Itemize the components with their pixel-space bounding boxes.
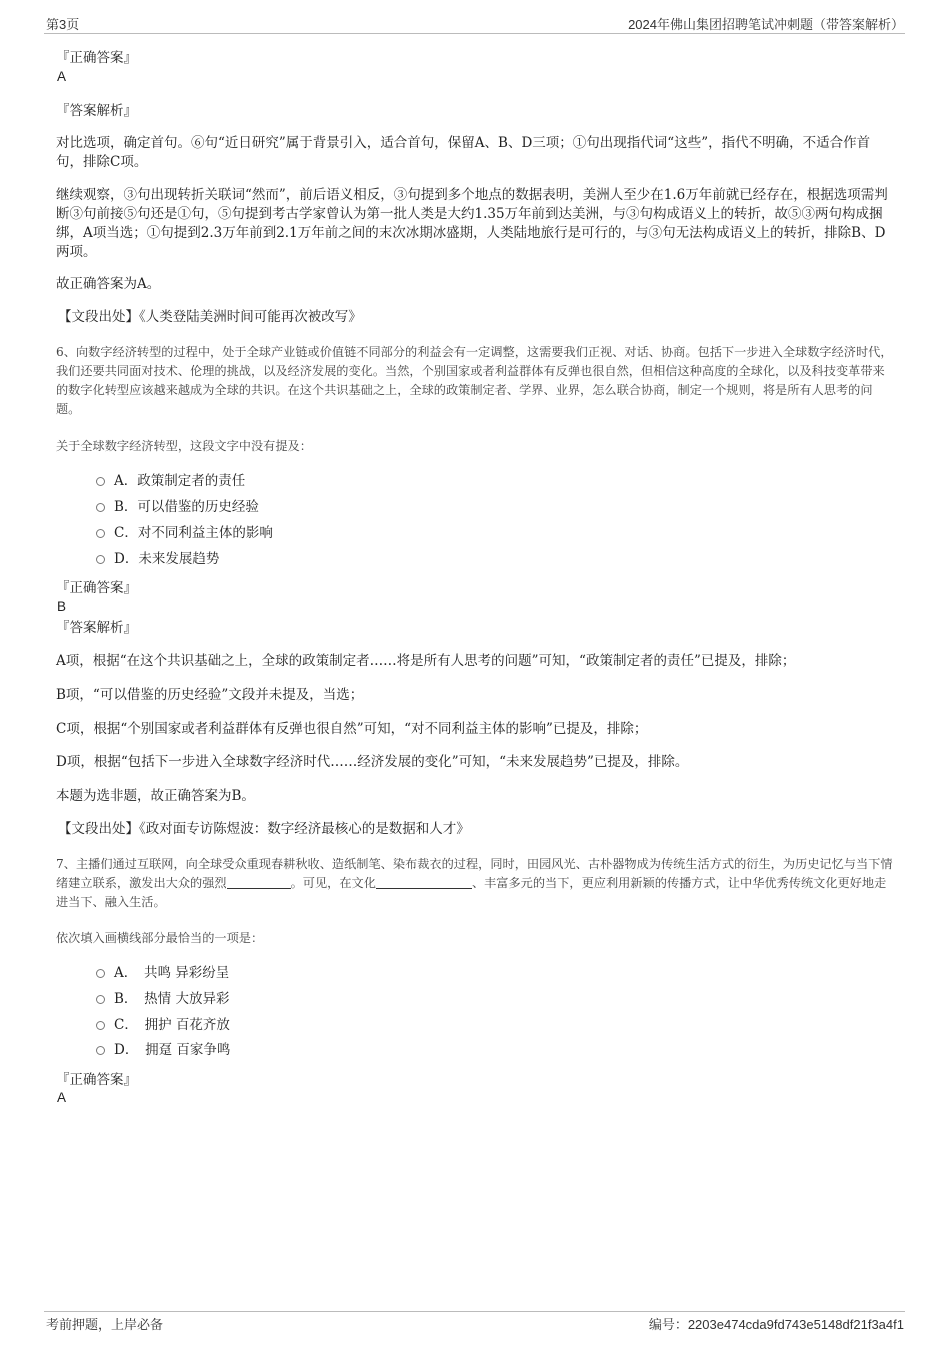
q6-option-d-label: D．未来发展趋势 xyxy=(114,551,220,567)
q5-correct-label: 『正确答案』 xyxy=(56,50,137,66)
q6-analysis-conclusion: 本题为选非题，故正确答案为B。 xyxy=(56,788,255,804)
q6-correct-label: 『正确答案』 xyxy=(56,580,137,596)
q7-option-c[interactable] xyxy=(96,1015,230,1035)
q7-option-d[interactable] xyxy=(96,1040,230,1060)
q7-option-b[interactable] xyxy=(96,989,229,1009)
q7-option-c-label: C． 拥护 百花齐放 xyxy=(114,1017,230,1033)
q6-analysis-c: C项，根据“个别国家或者利益群体有反弹也很自然”可知，“对不同利益主体的影响”已提及，排除； xyxy=(56,721,648,737)
q5-analysis-paragraph-2: 继续观察，③句出现转折关联词“然而”，前后语义相反，③句提到多个地点的数据表明，美洲人至少在1.6万年前就已经存在，根据选项需判断③句前接⑤句还是①句，⑤句提到考古学家曾认为第一批人类是大约1.35万年前到达美洲，与③句构成语义上的转折，故⑤③两句构成捆绑，A项当选；①句提到2.3万年前到2.1万年前之间的末次冰期冰盛期，人类陆地旅行是可行的，与③句无法构成语义上的转折，排除B、D两项。 xyxy=(56,187,888,260)
q6-stem: 6、向数字经济转型的过程中，处于全球产业链或价值链不同部分的利益会有一定调整，这需要我们正视、对话、协商。包括下一步进入全球数字经济时代，我们还要共同面对技术、伦理的挑战，以及经济发展的变化。当然，个别国家或者利益群体有反弹也很自然，但相信这种高度的全球化，以及科技变革带来的数字化转型应该越来越成为全球的共识。在这个共识基础之上，全球的政策制定者、学界、业界，怎么联合协商，制定一个规则，将是所有人思考的问题。 xyxy=(56,345,893,416)
footer-code-label: 编号： xyxy=(648,1317,688,1332)
q6-analysis-label: 『答案解析』 xyxy=(56,620,137,636)
footer-code-value: 2203e474cda9fd743e5148df21f3a4f1 xyxy=(687,1317,904,1332)
q5-source: 【文段出处】《人类登陆美洲时间可能再次被改写》 xyxy=(58,309,362,325)
q7-correct-label: 『正确答案』 xyxy=(56,1072,137,1088)
document-title: 2024年佛山集团招聘笔试冲刺题（带答案解析） xyxy=(628,17,904,32)
footer-code xyxy=(649,1314,904,1333)
q6-option-a-label: A．政策制定者的责任 xyxy=(114,473,246,489)
radio-icon[interactable] xyxy=(96,529,105,538)
radio-icon[interactable] xyxy=(96,477,105,486)
q7-option-a[interactable] xyxy=(96,963,229,983)
q6-question: 关于全球数字经济转型，这段文字中没有提及： xyxy=(56,439,312,453)
q7-correct-answer: A xyxy=(57,1090,67,1105)
q6-option-b-label: B．可以借鉴的历史经验 xyxy=(114,499,259,515)
q7-stem xyxy=(56,855,896,912)
radio-icon[interactable] xyxy=(96,995,105,1004)
q6-option-a[interactable] xyxy=(96,471,245,491)
q7-stem-part-2: 。可见，在文化 xyxy=(290,876,376,890)
radio-icon[interactable] xyxy=(96,1021,105,1030)
radio-icon[interactable] xyxy=(96,503,105,512)
q7-option-d-label: D． 拥趸 百家争鸣 xyxy=(114,1042,231,1058)
q6-option-c[interactable] xyxy=(96,523,273,543)
q5-analysis-paragraph-3: 故正确答案为A。 xyxy=(56,276,161,292)
q6-option-b[interactable] xyxy=(96,497,259,517)
q6-source: 【文段出处】《政对面专访陈煜波：数字经济最核心的是数据和人才》 xyxy=(58,821,470,837)
q6-option-d[interactable] xyxy=(96,549,219,569)
q7-blank-2 xyxy=(376,875,472,889)
q5-analysis-paragraph-1: 对比选项，确定首句。⑥句“近日研究”属于背景引入，适合首句，保留A、B、D三项；①句出现指代词“这些”，指代不明确，不适合作首句，排除C项。 xyxy=(56,135,871,170)
q6-correct-answer: B xyxy=(57,599,67,614)
q7-option-a-label: A． 共鸣 异彩纷呈 xyxy=(114,965,230,981)
footer-slogan: 考前押题，上岸必备 xyxy=(46,1317,164,1332)
q7-blank-1 xyxy=(227,875,291,889)
q7-question: 依次填入画横线部分最恰当的一项是： xyxy=(56,931,264,945)
q6-analysis-b: B项，“可以借鉴的历史经验”文段并未提及，当选； xyxy=(56,687,364,703)
q6-option-c-label: C．对不同利益主体的影响 xyxy=(114,525,273,541)
q5-correct-answer: A xyxy=(57,69,67,84)
q6-analysis-a: A项，根据“在这个共识基础之上，全球的政策制定者……将是所有人思考的问题”可知，“政策制定者的责任”已提及，排除； xyxy=(56,653,796,669)
header-rule xyxy=(44,33,905,34)
radio-icon[interactable] xyxy=(96,969,105,978)
radio-icon[interactable] xyxy=(96,1046,105,1055)
q7-option-b-label: B． 热情 大放异彩 xyxy=(114,991,230,1007)
page-number: 第3页 xyxy=(46,17,80,32)
radio-icon[interactable] xyxy=(96,555,105,564)
q7-stem-part-3: 、丰富多元的当下，更应利用新颖的传播方式，让中华优秀传统文化更好地走进当下、融入生活。 xyxy=(56,876,887,909)
q5-analysis-label: 『答案解析』 xyxy=(56,103,137,119)
q7-stem-part-1: 7、主播们通过互联网，向全球受众重现春耕秋收、造纸制笔、染布裁衣的过程，同时，田园风光、古朴器物成为传统生活方式的衍生，为历史记忆与当下情绪建立联系，激发出大众的强烈 xyxy=(56,857,893,890)
footer-rule xyxy=(44,1311,905,1312)
q6-analysis-d: D项，根据“包括下一步进入全球数字经济时代……经济发展的变化”可知，“未来发展趋势”已提及，排除。 xyxy=(56,754,689,770)
